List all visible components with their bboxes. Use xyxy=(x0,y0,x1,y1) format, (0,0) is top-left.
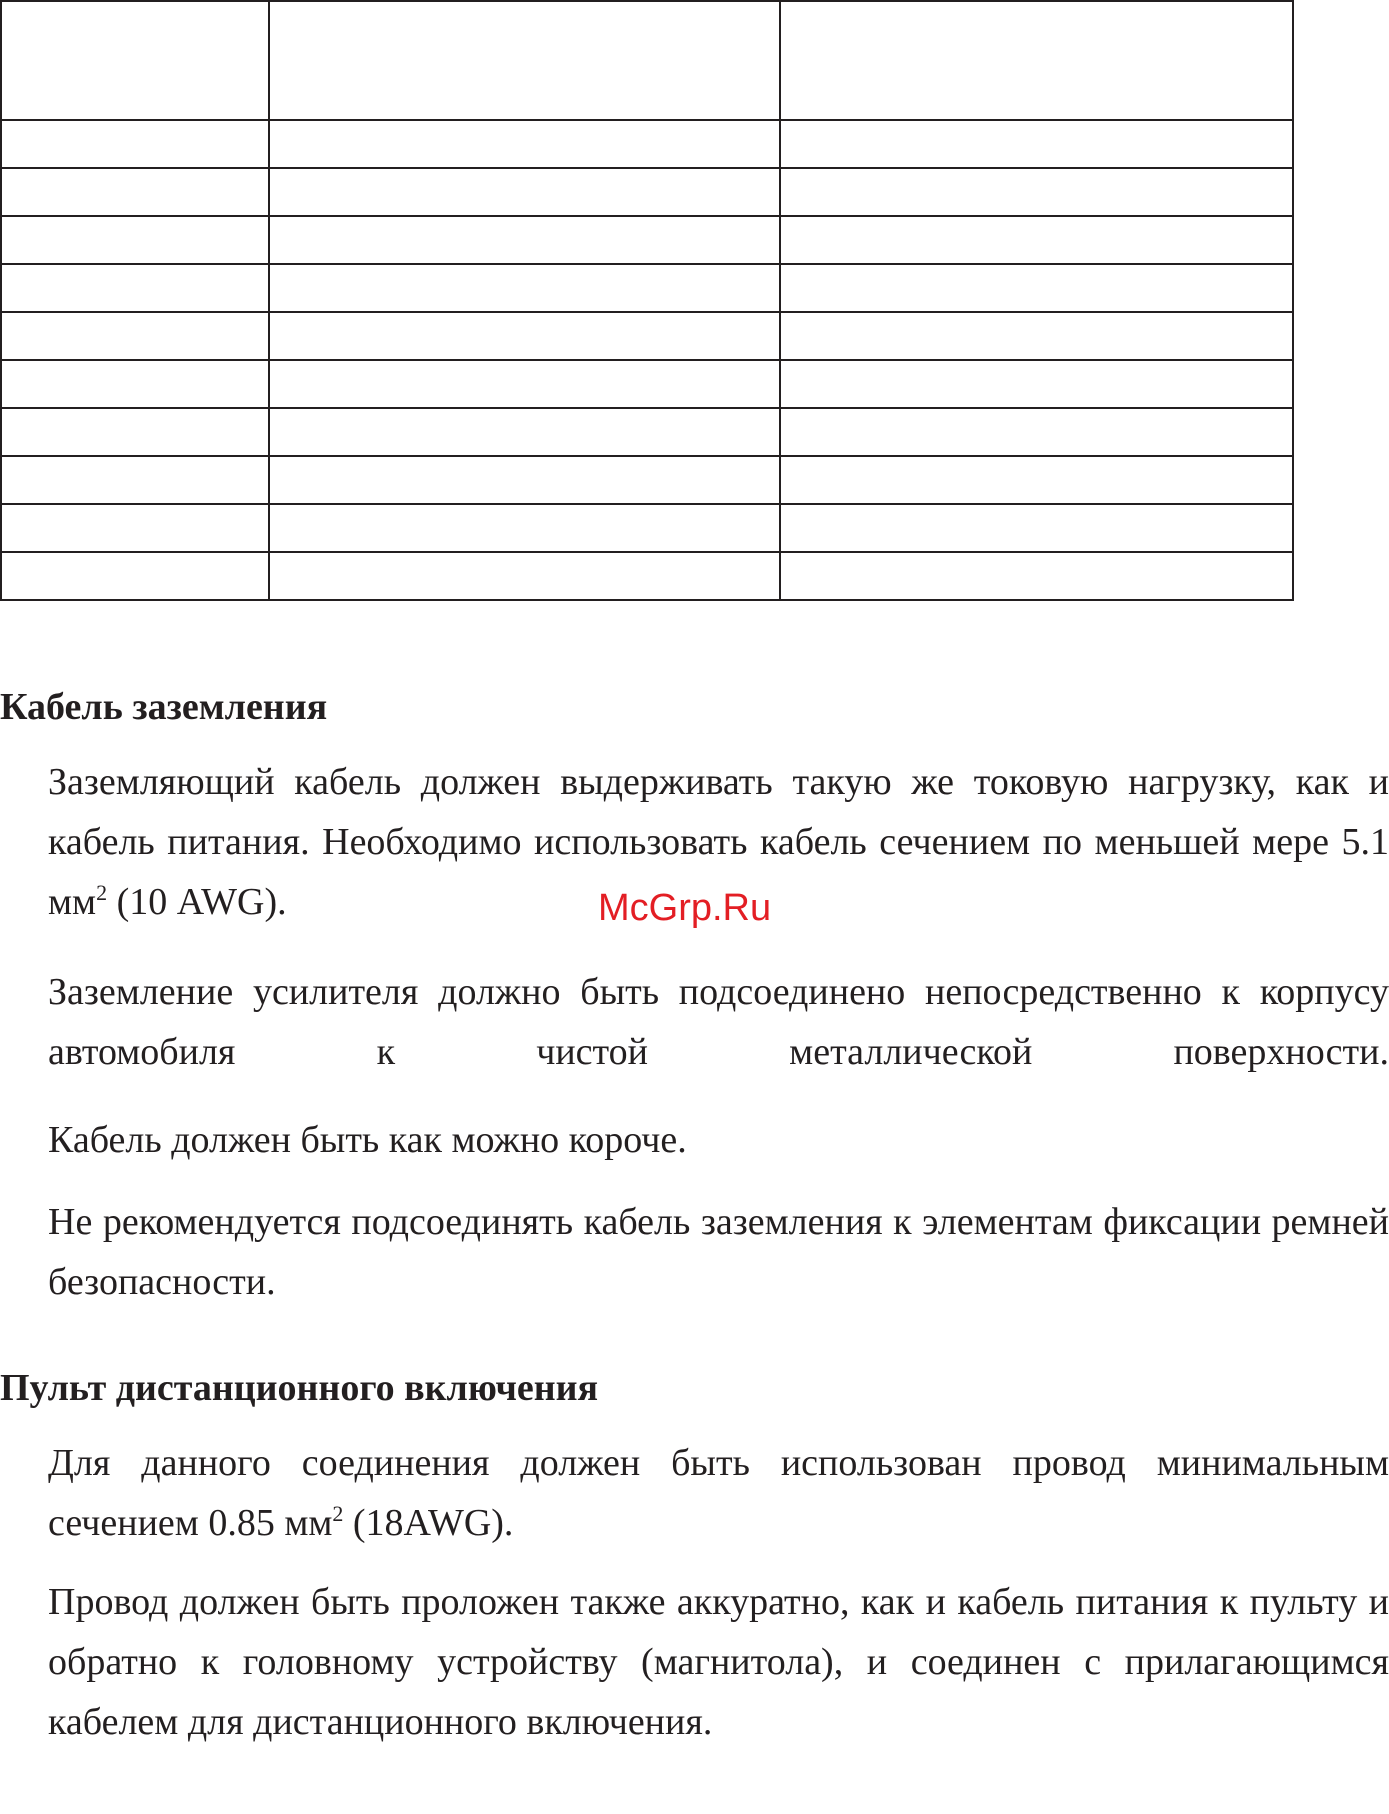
table-cell xyxy=(269,360,780,408)
table-row xyxy=(1,504,1293,552)
table-row xyxy=(1,216,1293,264)
remote-p1-text-end: (18AWG). xyxy=(343,1502,514,1544)
watermark-logo: McGrp.Ru xyxy=(598,887,772,929)
table-cell xyxy=(1,408,269,456)
table-cell xyxy=(269,168,780,216)
table-cell xyxy=(780,1,1293,120)
table-row xyxy=(1,456,1293,504)
remote-paragraph-2 xyxy=(48,1572,1389,1752)
table-cell xyxy=(269,552,780,600)
table-cell xyxy=(780,120,1293,168)
table-cell xyxy=(1,456,269,504)
section-heading-remote: Пульт дистанционного включения xyxy=(0,1367,599,1409)
table-row xyxy=(1,168,1293,216)
table-row xyxy=(1,312,1293,360)
table-cell xyxy=(780,360,1293,408)
table-cell xyxy=(780,216,1293,264)
table-cell xyxy=(1,1,269,120)
ground-cable-paragraph-3 xyxy=(48,1110,1389,1170)
table-cell xyxy=(1,216,269,264)
remote-paragraph-1 xyxy=(48,1433,1389,1553)
table-cell xyxy=(780,456,1293,504)
table-row xyxy=(1,552,1293,600)
ground-cable-p3-text: Кабель должен быть как можно короче. xyxy=(48,1119,687,1161)
table-cell xyxy=(780,312,1293,360)
table-cell xyxy=(1,504,269,552)
ground-cable-p1-text: Заземляющий кабель должен выдерживать такую же токовую нагрузку, как и кабель питания. Необходимо использовать кабель сечением по меньшей мере 5.1 мм xyxy=(48,761,1389,923)
remote-p1-superscript: 2 xyxy=(332,1501,344,1526)
table-cell xyxy=(269,264,780,312)
ground-cable-paragraph-4 xyxy=(48,1192,1389,1312)
table-row xyxy=(1,120,1293,168)
ground-cable-p4-text: Не рекомендуется подсоединять кабель заземления к элементам фиксации ремней безопасности. xyxy=(48,1201,1389,1303)
table-cell xyxy=(780,408,1293,456)
table-body xyxy=(1,1,1293,600)
table-cell xyxy=(1,312,269,360)
table-cell xyxy=(780,168,1293,216)
table-cell xyxy=(269,120,780,168)
section-heading-ground-cable: Кабель заземления xyxy=(0,686,328,728)
table-cell xyxy=(780,264,1293,312)
table-row xyxy=(1,264,1293,312)
table-row xyxy=(1,360,1293,408)
table-cell xyxy=(269,216,780,264)
ground-cable-paragraph-2 xyxy=(48,962,1389,1082)
empty-spec-table xyxy=(0,0,1294,601)
table-row xyxy=(1,408,1293,456)
table-header-row xyxy=(1,1,1293,120)
table-cell xyxy=(269,408,780,456)
ground-cable-p1-text-end: (10 AWG). xyxy=(107,881,287,923)
table-cell xyxy=(1,168,269,216)
table-cell xyxy=(1,120,269,168)
table-cell xyxy=(1,360,269,408)
table-cell xyxy=(269,456,780,504)
ground-cable-p1-superscript: 2 xyxy=(96,880,108,905)
table-cell xyxy=(780,552,1293,600)
table-cell xyxy=(1,552,269,600)
table-cell xyxy=(269,504,780,552)
table-cell xyxy=(269,312,780,360)
table-cell xyxy=(780,504,1293,552)
remote-p1-text: Для данного соединения должен быть использован провод минимальным сечением 0.85 мм xyxy=(48,1442,1389,1544)
table-cell xyxy=(269,1,780,120)
ground-cable-p2-text: Заземление усилителя должно быть подсоединено непосредственно к корпусу автомобиля к чистой металлической поверхности. xyxy=(48,971,1389,1073)
remote-p2-text: Провод должен быть проложен также аккуратно, как и кабель питания к пульту и обратно к головному устройству (магнитола), и соединен с прилагающимся кабелем для дистанционного включения. xyxy=(48,1581,1389,1743)
table-cell xyxy=(1,264,269,312)
